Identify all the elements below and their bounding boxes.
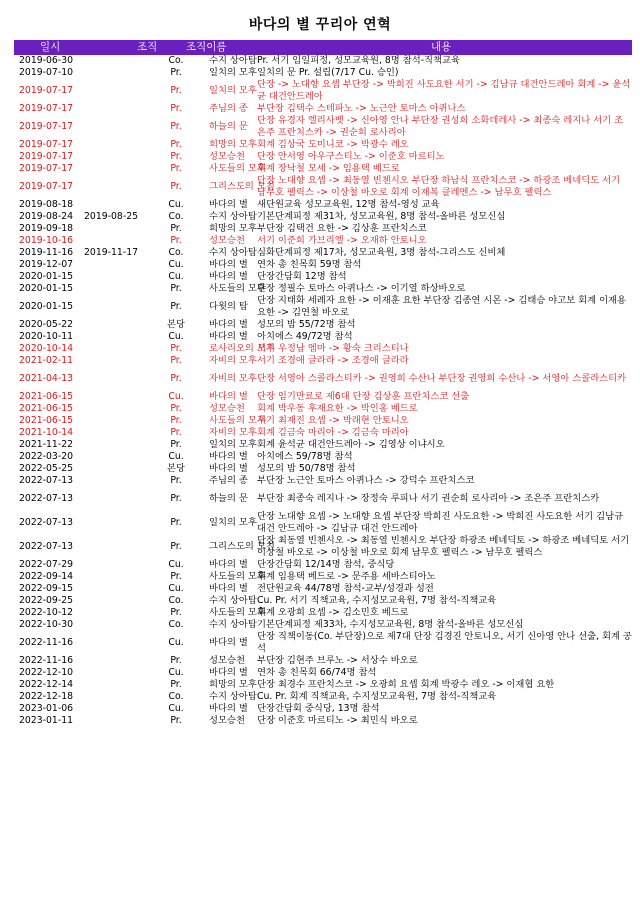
table-row xyxy=(14,631,632,655)
org-name-cell: 자비의 모후 xyxy=(209,427,257,439)
end-date-cell xyxy=(84,391,145,403)
end-date-cell xyxy=(84,451,145,463)
date-cell: 2019-07-17 xyxy=(19,103,74,115)
date-cell: 2020-05-22 xyxy=(19,319,74,331)
org-name-cell: 사도들의 모후 xyxy=(209,607,266,619)
table-row xyxy=(14,475,632,487)
org-name-cell: 일치의 모후 xyxy=(209,67,257,79)
end-date-cell xyxy=(84,151,145,163)
table-row xyxy=(14,235,632,247)
end-date-cell xyxy=(84,487,145,511)
type-cell: Pr. xyxy=(170,541,182,553)
type-cell: Cu. xyxy=(168,703,184,715)
content-cell: 회계 오광희 요셉 -> 김소민호 베드로 xyxy=(257,607,409,619)
type-cell: Pr. xyxy=(170,355,182,367)
content-cell: 회계 김금숙 마리아 -> 김금숙 마리아 xyxy=(257,427,409,439)
org-name-cell: 바다의 별 xyxy=(209,463,248,475)
org-name-cell: 로사리오의 모후 xyxy=(209,343,275,355)
org-name-cell: 바다의 별 xyxy=(209,451,248,463)
table-row xyxy=(14,427,632,439)
date-cell: 2021-04-13 xyxy=(19,373,74,385)
table-row xyxy=(14,451,632,463)
org-name-cell: 수지 상아탑 xyxy=(209,619,257,631)
end-date-cell xyxy=(84,79,145,103)
table-row xyxy=(14,211,632,223)
date-cell: 2022-11-16 xyxy=(19,655,74,667)
end-date-cell xyxy=(84,403,145,415)
date-cell: 2019-12-07 xyxy=(19,259,74,271)
content-cell: 부단장 김택건 요한 -> 김상훈 프란치스코 xyxy=(257,223,427,235)
date-cell: 2022-07-29 xyxy=(19,559,74,571)
type-cell: Pr. xyxy=(170,493,182,505)
table-row xyxy=(14,703,632,715)
date-cell: 2019-11-16 xyxy=(19,247,74,259)
content-cell: 단장 안서영 아우구스티노 -> 이준호 마르티노 xyxy=(257,151,445,163)
content-cell: 단장 이준호 마르티노 -> 최민식 바오로 xyxy=(257,715,418,727)
type-cell: Pr. xyxy=(170,439,182,451)
content-cell: 새단원교육 성모교육원, 12명 참석-영성 교육 xyxy=(257,199,440,211)
content-cell: 연차 총 친목회 66/74명 참석 xyxy=(257,667,377,679)
end-date-cell xyxy=(84,475,145,487)
type-cell: Pr. xyxy=(170,403,182,415)
org-name-cell: 바다의 별 xyxy=(209,667,248,679)
end-date-cell xyxy=(84,55,145,67)
content-cell: 회계 장낙철 모세 -> 임용택 베드로 xyxy=(257,163,400,175)
table-row xyxy=(14,415,632,427)
end-date-cell xyxy=(84,703,145,715)
date-cell: 2021-06-15 xyxy=(19,391,74,403)
org-name-cell: 수지 상아탑 xyxy=(209,691,257,703)
table-row xyxy=(14,667,632,679)
column-header-type: 조직 xyxy=(137,41,158,53)
org-name-cell: 희망의 모후 xyxy=(209,223,257,235)
end-date-cell: 2019-11-17 xyxy=(84,247,139,259)
content-cell: Pr. 서기 임일피정, 성모교육원, 8명 참석-직책교육 xyxy=(257,55,460,67)
end-date-cell xyxy=(84,679,145,691)
end-date-cell xyxy=(84,103,145,115)
content-cell: 회계 임용택 베드로 -> 문주용 세바스티아노 xyxy=(257,571,436,583)
date-cell: 2022-07-13 xyxy=(19,541,74,553)
org-name-cell: 바다의 별 xyxy=(209,319,248,331)
date-cell: 2022-09-14 xyxy=(19,571,74,583)
date-cell: 2022-07-13 xyxy=(19,517,74,529)
end-date-cell xyxy=(84,67,145,79)
end-date-cell xyxy=(84,367,145,391)
date-cell: 2019-09-18 xyxy=(19,223,74,235)
org-name-cell: 주님의 종 xyxy=(209,103,248,115)
end-date-cell xyxy=(84,715,145,727)
date-cell: 2019-07-10 xyxy=(19,67,74,79)
content-cell: 연차 총 친목회 59명 참석 xyxy=(257,259,362,271)
content-cell: 단장 노대향 요셉 -> 노대향 요셉 부단장 박희진 사도요한 -> 박희진 사도요한 서기 김남규 대건 안드레아 -> 김남규 대건 안드레아 xyxy=(257,511,624,534)
table-row xyxy=(14,295,632,319)
content-cell: Cu. Pr. 회계 직책교육, 수지성모교육원, 7명 참석-직책교육 xyxy=(257,691,497,703)
content-cell: 단장 지태화 세례자 요한 -> 이재훈 요한 부단장 김종연 시몬 -> 김태승 야고보 회계 이재용 요한 -> 김연철 바오로 xyxy=(257,295,627,318)
table-row xyxy=(14,559,632,571)
end-date-cell xyxy=(84,343,145,355)
table-row xyxy=(14,139,632,151)
table-row xyxy=(14,367,632,391)
date-cell: 2019-06-30 xyxy=(19,55,74,67)
content-cell: 부단장 최종숙 레지나 -> 장정숙 루피나 서기 권순희 로사리아 -> 조은주 프란치스카 xyxy=(257,493,600,505)
end-date-cell xyxy=(84,271,145,283)
org-name-cell: 사도들의 모후 xyxy=(209,283,266,295)
table-row xyxy=(14,355,632,367)
content-cell: 단장 정필수 토마스 아퀴나스 -> 이기열 하상바오로 xyxy=(257,283,466,295)
end-date-cell xyxy=(84,439,145,451)
date-cell: 2022-07-13 xyxy=(19,475,74,487)
date-cell: 2022-03-20 xyxy=(19,451,74,463)
type-cell: Pr. xyxy=(170,103,182,115)
type-cell: Pr. xyxy=(170,301,182,313)
org-name-cell: 수지 상아탑 xyxy=(209,247,257,259)
date-cell: 2022-10-12 xyxy=(19,607,74,619)
table-row xyxy=(14,199,632,211)
content-cell: 기본단계피정 제33차, 수지성모교육원, 8명 참석-올바른 성모신심 xyxy=(257,619,524,631)
end-date-cell xyxy=(84,259,145,271)
content-cell: 기본단계피정 제31차, 성모교육원, 8명 참석-올바른 성모신심 xyxy=(257,211,506,223)
type-cell: Pr. xyxy=(170,475,182,487)
type-cell: Pr. xyxy=(170,163,182,175)
table-row xyxy=(14,343,632,355)
page-title: 바다의 별 꾸리아 연혁 xyxy=(248,17,392,33)
date-cell: 2019-07-17 xyxy=(19,85,74,97)
type-cell: Co. xyxy=(168,247,184,259)
type-cell: Cu. xyxy=(168,391,184,403)
end-date-cell xyxy=(84,691,145,703)
content-cell: 단장 서영아 스콜라스티카 -> 권영희 수산나 부단장 권영희 수산나 -> 서영아 스콜라스티카 xyxy=(257,373,627,385)
table-row xyxy=(14,55,632,67)
org-name-cell: 일치의 모후 xyxy=(209,85,257,97)
type-cell: Cu. xyxy=(168,331,184,343)
org-name-cell: 수지 상아탑 xyxy=(209,595,257,607)
end-date-cell xyxy=(84,319,145,331)
date-cell: 2022-12-10 xyxy=(19,667,74,679)
org-name-cell: 하늘의 문 xyxy=(209,121,248,133)
org-name-cell: 바다의 별 xyxy=(209,703,248,715)
end-date-cell xyxy=(84,415,145,427)
table-row xyxy=(14,175,632,199)
date-cell: 2020-10-14 xyxy=(19,343,74,355)
table-row xyxy=(14,115,632,139)
org-name-cell: 바다의 별 xyxy=(209,559,248,571)
column-header-content: 내용 xyxy=(431,41,452,53)
table-row xyxy=(14,67,632,79)
column-header-name: 조직이름 xyxy=(186,41,227,53)
type-cell: Pr. xyxy=(170,85,182,97)
end-date-cell xyxy=(84,619,145,631)
end-date-cell xyxy=(84,283,145,295)
org-name-cell: 바다의 별 xyxy=(209,271,248,283)
type-cell: Cu. xyxy=(168,559,184,571)
table-row xyxy=(14,691,632,703)
org-name-cell: 일치의 모후 xyxy=(209,439,257,451)
history-table-body xyxy=(14,55,632,727)
end-date-cell xyxy=(84,463,145,475)
table-row xyxy=(14,487,632,511)
table-row xyxy=(14,511,632,535)
table-row xyxy=(14,595,632,607)
type-cell: Pr. xyxy=(170,223,182,235)
end-date-cell xyxy=(84,559,145,571)
org-name-cell: 자비의 모후 xyxy=(209,355,257,367)
type-cell: Pr. xyxy=(170,121,182,133)
org-name-cell: 사도들의 모후 xyxy=(209,163,266,175)
content-cell: 단장 최경수 프란치스코 -> 오광희 요셉 회계 박광수 레오 -> 이재협 요한 xyxy=(257,679,555,691)
end-date-cell xyxy=(84,163,145,175)
table-row xyxy=(14,247,632,259)
date-cell: 2021-06-15 xyxy=(19,415,74,427)
content-cell: 부단장 노근안 토마스 아퀴나스 -> 강덕수 프란치스코 xyxy=(257,475,475,487)
content-cell: 심화단계피정 제17차, 성모교육원, 3명 참석-그리스도 신비체 xyxy=(257,247,506,259)
org-name-cell: 사도들의 모후 xyxy=(209,415,266,427)
date-cell: 2021-10-14 xyxy=(19,427,74,439)
date-cell: 2022-10-30 xyxy=(19,619,74,631)
column-header-date: 일시 xyxy=(40,41,61,53)
table-row xyxy=(14,715,632,727)
type-cell: Co. xyxy=(168,595,184,607)
content-cell: 단장 최동열 빈첸시오 -> 최동열 빈첸시오 부단장 하광조 베네딕토 -> 하광조 베네딕토 서기 이상철 바오로 -> 이상철 바오로 회계 남무호 펠릭스 -> 남무호 펠릭스 xyxy=(257,535,630,558)
date-cell: 2020-01-15 xyxy=(19,301,74,313)
end-date-cell xyxy=(84,595,145,607)
content-cell: 회계 김상국 도미니코 -> 박광수 레오 xyxy=(257,139,409,151)
type-cell: Cu. xyxy=(168,199,184,211)
content-cell: 회계 윤석균 대건안드레아 -> 김영상 이냐시오 xyxy=(257,439,445,451)
date-cell: 2023-01-06 xyxy=(19,703,74,715)
org-name-cell: 그리스도의 모친 xyxy=(209,181,275,193)
end-date-cell xyxy=(84,175,145,199)
content-cell: 서기 조경애 글라라 -> 조경애 글라라 xyxy=(257,355,409,367)
table-row xyxy=(14,403,632,415)
content-cell: 전단원교육 44/78명 참석-교부/성경과 성전 xyxy=(257,583,434,595)
content-cell: 성모의 밤 50/78명 참석 xyxy=(257,463,356,475)
table-row xyxy=(14,331,632,343)
table-row xyxy=(14,679,632,691)
date-cell: 2019-10-16 xyxy=(19,235,74,247)
date-cell: 2022-07-13 xyxy=(19,493,74,505)
type-cell: Pr. xyxy=(170,715,182,727)
date-cell: 2022-12-18 xyxy=(19,691,74,703)
type-cell: Pr. xyxy=(170,415,182,427)
date-cell: 2022-05-25 xyxy=(19,463,74,475)
type-cell: 본당 xyxy=(167,319,185,331)
type-cell: Cu. xyxy=(168,271,184,283)
org-name-cell: 성모승천 xyxy=(209,151,245,163)
table-row xyxy=(14,319,632,331)
end-date-cell xyxy=(84,331,145,343)
date-cell: 2021-02-11 xyxy=(19,355,74,367)
type-cell: Pr. xyxy=(170,67,182,79)
content-cell: 단장 -> 노대향 요셉 부단장 -> 박희진 사도요한 서기 -> 김남규 대건안드레아 회계 -> 윤석균 대건안드레아 xyxy=(257,79,631,102)
content-cell: 서기 최재진 요셉 -> 박래현 안토니오 xyxy=(257,415,409,427)
type-cell: Pr. xyxy=(170,679,182,691)
org-name-cell: 성모승천 xyxy=(209,715,245,727)
end-date-cell xyxy=(84,511,145,535)
org-name-cell: 수지 상아탑 xyxy=(209,55,257,67)
type-cell: Cu. xyxy=(168,667,184,679)
type-cell: Pr. xyxy=(170,343,182,355)
table-row xyxy=(14,463,632,475)
org-name-cell: 사도들의 모후 xyxy=(209,571,266,583)
table-row xyxy=(14,163,632,175)
content-cell: 서기 우정남 엠마 -> 황숙 크리스티나 xyxy=(257,343,409,355)
end-date-cell xyxy=(84,607,145,619)
table-row xyxy=(14,151,632,163)
content-cell: 회계 박우동 후재요한 -> 박인홍 베드로 xyxy=(257,403,418,415)
org-name-cell: 바다의 별 xyxy=(209,259,248,271)
org-name-cell: 바다의 별 xyxy=(209,391,248,403)
date-cell: 2023-01-11 xyxy=(19,715,74,727)
table-row xyxy=(14,655,632,667)
end-date-cell xyxy=(84,427,145,439)
end-date-cell xyxy=(84,655,145,667)
org-name-cell: 바다의 별 xyxy=(209,199,248,211)
type-cell: Co. xyxy=(168,619,184,631)
type-cell: Co. xyxy=(168,211,184,223)
type-cell: Pr. xyxy=(170,181,182,193)
end-date-cell xyxy=(84,223,145,235)
table-row xyxy=(14,439,632,451)
type-cell: Pr. xyxy=(170,151,182,163)
org-name-cell: 성모승천 xyxy=(209,235,245,247)
content-cell: 단장 유경자 엘리사벳 -> 신아영 안나 부단장 권성희 소화데레사 -> 최종숙 레지나 서기 조은주 프란치스카 -> 권순희 로사리아 xyxy=(257,115,624,138)
type-cell: Pr. xyxy=(170,655,182,667)
table-row xyxy=(14,283,632,295)
org-name-cell: 수지 상아탑 xyxy=(209,211,257,223)
end-date-cell xyxy=(84,667,145,679)
content-cell: 단장 임기만료로 제6대 단장 김상훈 프란치스코 선출 xyxy=(257,391,470,403)
date-cell: 2022-11-16 xyxy=(19,637,74,649)
end-date-cell xyxy=(84,199,145,211)
end-date-cell xyxy=(84,535,145,559)
type-cell: Pr. xyxy=(170,571,182,583)
date-cell: 2019-07-17 xyxy=(19,151,74,163)
end-date-cell xyxy=(84,295,145,319)
org-name-cell: 하늘의 문 xyxy=(209,493,248,505)
content-cell: 단장간담회 12/14명 참석, 중식당 xyxy=(257,559,395,571)
content-cell: 단장 노대향 요셉 -> 최동열 빈첸시오 부단장 하남식 프란치스코 -> 하광조 베네딕도 서기 남무호 펠릭스 -> 이상철 바오로 회계 이재복 클레멘스 -> 남무호 펠릭스 xyxy=(257,175,621,198)
type-cell: Pr. xyxy=(170,373,182,385)
date-cell: 2020-01-15 xyxy=(19,283,74,295)
end-date-cell xyxy=(84,235,145,247)
type-cell: Pr. xyxy=(170,283,182,295)
org-name-cell: 일치의 모후 xyxy=(209,517,257,529)
end-date-cell: 2019-08-25 xyxy=(84,211,139,223)
org-name-cell: 성모승천 xyxy=(209,403,245,415)
date-cell: 2019-08-18 xyxy=(19,199,74,211)
table-row xyxy=(14,271,632,283)
table-row xyxy=(14,583,632,595)
date-cell: 2021-11-22 xyxy=(19,439,74,451)
content-cell: 서기 이준희 가브리엘 -> 오재하 안토니오 xyxy=(257,235,427,247)
content-cell: 부단장 김현주 브루노 -> 서상수 바오로 xyxy=(257,655,418,667)
type-cell: Pr. xyxy=(170,517,182,529)
org-name-cell: 그리스도의 모친 xyxy=(209,541,275,553)
end-date-cell xyxy=(84,571,145,583)
date-cell: 2019-07-17 xyxy=(19,181,74,193)
date-cell: 2020-01-15 xyxy=(19,271,74,283)
date-cell: 2019-07-17 xyxy=(19,163,74,175)
date-cell: 2021-06-15 xyxy=(19,403,74,415)
org-name-cell: 희망의 모후 xyxy=(209,679,257,691)
table-row xyxy=(14,535,632,559)
type-cell: Co. xyxy=(168,691,184,703)
date-cell: 2019-08-24 xyxy=(19,211,74,223)
table-row xyxy=(14,259,632,271)
table-row xyxy=(14,103,632,115)
end-date-cell xyxy=(84,631,145,655)
date-cell: 2020-10-11 xyxy=(19,331,74,343)
end-date-cell xyxy=(84,139,145,151)
content-cell: 단장간담회 중식당, 13명 참석 xyxy=(257,703,380,715)
type-cell: Cu. xyxy=(168,637,184,649)
type-cell: Cu. xyxy=(168,451,184,463)
content-cell: 성모의 밤 55/72명 참석 xyxy=(257,319,356,331)
org-name-cell: 다윗의 탑 xyxy=(209,301,248,313)
type-cell: Pr. xyxy=(170,139,182,151)
org-name-cell: 성모승천 xyxy=(209,655,245,667)
type-cell: Pr. xyxy=(170,235,182,247)
table-row xyxy=(14,607,632,619)
date-cell: 2022-09-25 xyxy=(19,595,74,607)
type-cell: Pr. xyxy=(170,607,182,619)
end-date-cell xyxy=(84,115,145,139)
date-cell: 2022-09-15 xyxy=(19,583,74,595)
table-row xyxy=(14,79,632,103)
content-cell: 아치에스 49/72명 참석 xyxy=(257,331,353,343)
table-header xyxy=(14,40,632,55)
org-name-cell: 바다의 별 xyxy=(209,637,248,649)
content-cell: 부단장 김택수 스테파노 -> 노근안 토마스 아퀴나스 xyxy=(257,103,466,115)
end-date-cell xyxy=(84,583,145,595)
org-name-cell: 바다의 별 xyxy=(209,331,248,343)
type-cell: Cu. xyxy=(168,583,184,595)
org-name-cell: 주님의 종 xyxy=(209,475,248,487)
org-name-cell: 바다의 별 xyxy=(209,583,248,595)
table-row xyxy=(14,619,632,631)
content-cell: 단장 직책이동(Co. 부단장)으로 제7대 단장 김경진 안토니오, 서기 신아영 안나 선출, 회계 공석 xyxy=(257,631,632,654)
content-cell: Cu. Pr. 서기 직책교육, 수지성모교육원, 7명 참석-직책교육 xyxy=(257,595,497,607)
content-cell: 단장간담회 12명 참석 xyxy=(257,271,347,283)
date-cell: 2022-12-14 xyxy=(19,679,74,691)
org-name-cell: 희망의 모후 xyxy=(209,139,257,151)
org-name-cell: 자비의 모후 xyxy=(209,373,257,385)
type-cell: Cu. xyxy=(168,259,184,271)
content-cell: 아치에스 59/78명 참석 xyxy=(257,451,353,463)
end-date-cell xyxy=(84,355,145,367)
type-cell: Co. xyxy=(168,55,184,67)
type-cell: Pr. xyxy=(170,427,182,439)
date-cell: 2019-07-17 xyxy=(19,139,74,151)
history-table xyxy=(14,55,632,727)
table-row xyxy=(14,571,632,583)
table-row xyxy=(14,391,632,403)
type-cell: 본당 xyxy=(167,463,185,475)
table-row xyxy=(14,223,632,235)
date-cell: 2019-07-17 xyxy=(19,121,74,133)
content-cell: 일치의 문 Pr. 설립(7/17 Cu. 승인) xyxy=(257,67,399,79)
